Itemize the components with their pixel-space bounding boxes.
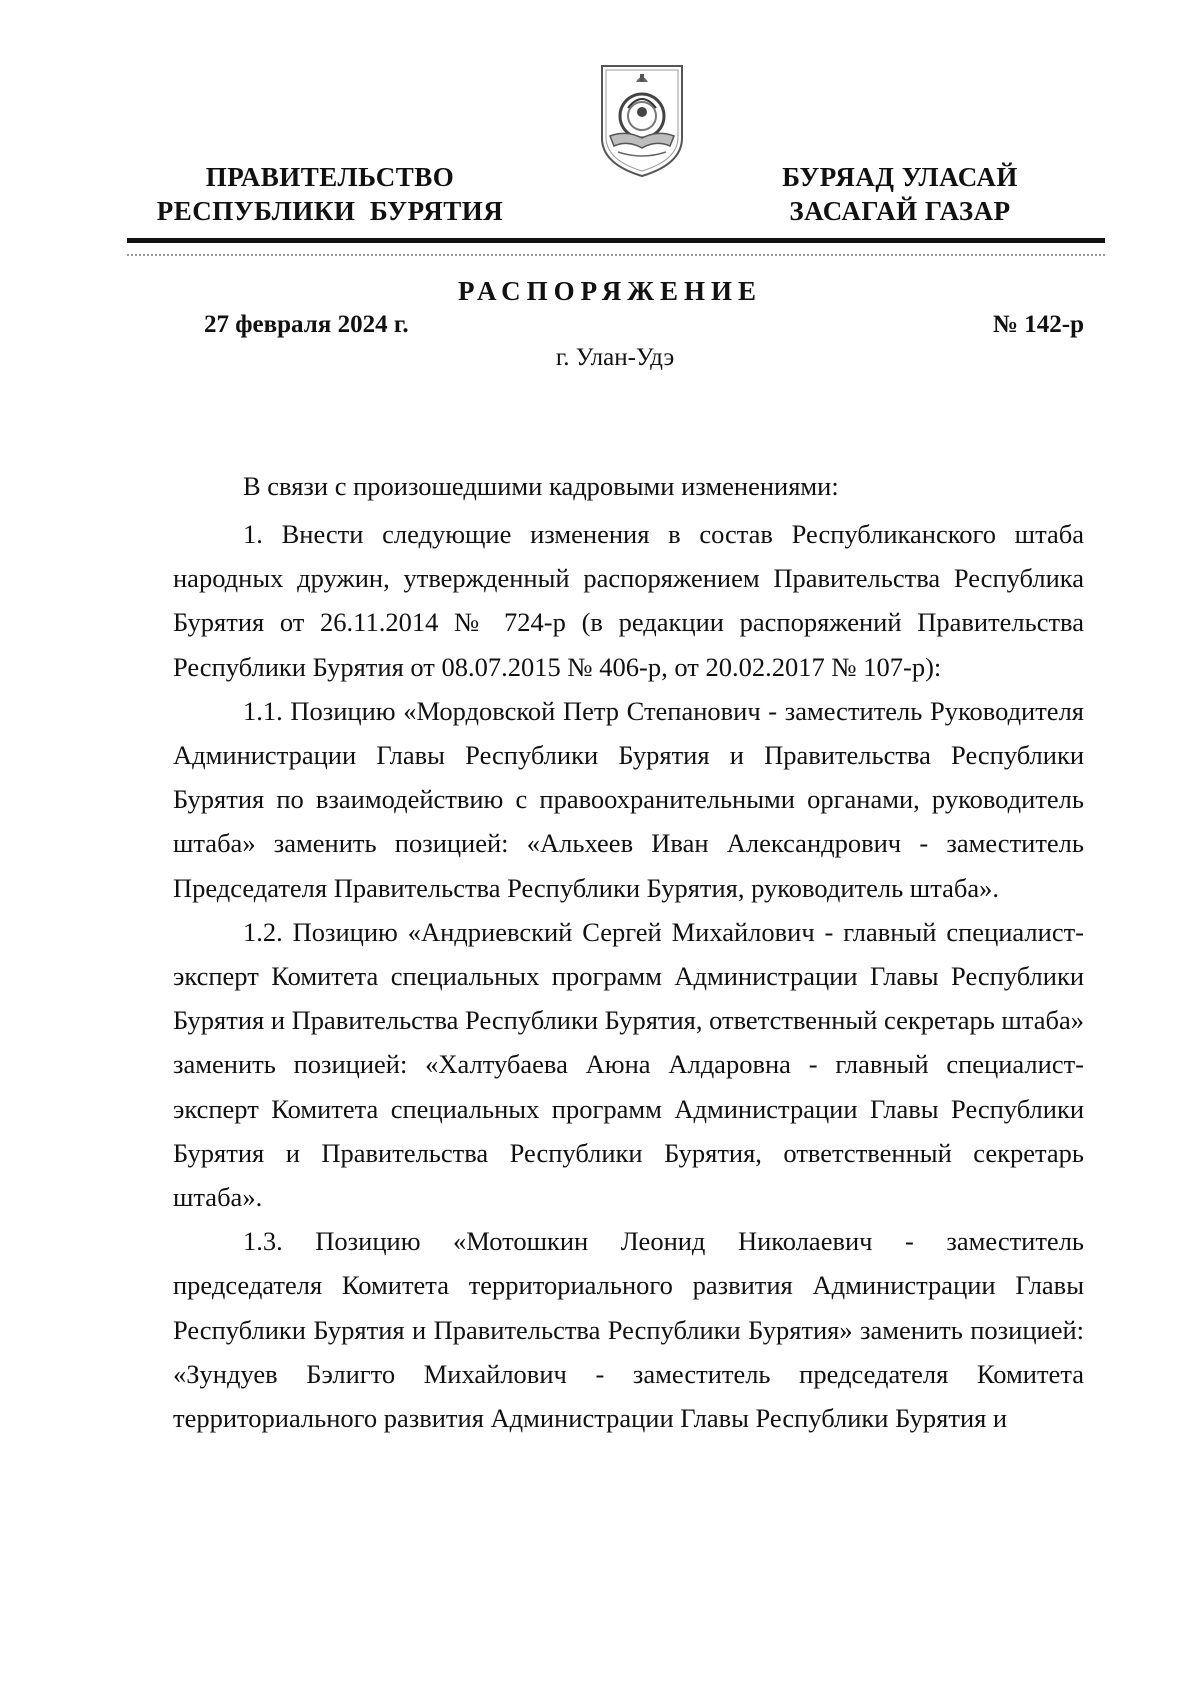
paragraph-1: 1. Внести следующие изменения в состав Республиканского штаба народных дружин, утвержденный распоряжением Правительства Республика Бурятия от 26.11.2014 № 724-р (в редакции распоряжений Правительства Республики Бурятия от 08.07.2015 № 406-р, от 20.02.2017 № 107-р): <box>173 519 1084 682</box>
header-right-block <box>740 160 1060 228</box>
document-type-title: РАСПОРЯЖЕНИЕ <box>457 276 763 306</box>
header-left-line1: ПРАВИТЕЛЬСТВО <box>205 162 455 192</box>
document-number: № 142-р <box>992 311 1084 338</box>
header-left-line2: РЕСПУБЛИКИ БУРЯТИЯ <box>156 196 504 226</box>
header-right-line2: ЗАСАГАЙ ГАЗАР <box>789 196 1011 226</box>
header-right-line1: БУРЯАД УЛАСАЙ <box>782 162 1018 192</box>
coat-of-arms-icon <box>596 60 688 180</box>
body-text <box>173 512 1084 1440</box>
paragraph-1-2: 1.2. Позицию «Андриевский Сергей Михайлович - главный специалист-эксперт Комитета специальных программ Администрации Главы Республики Бурятия и Правительства Республики Бурятия, ответственный секретарь штаба» заменить позицией: «Халтубаева Аюна Алдаровна - главный специалист-эксперт Комитета специальных программ Администрации Главы Республики Бурятия и Правительства Республики Бурятия, ответственный секретарь штаба». <box>173 916 1084 1213</box>
paragraph-1-1: 1.1. Позицию «Мордовской Петр Степанович - заместитель Руководителя Администрации Главы Республики Бурятия и Правительства Республики Бурятия по взаимодействию с правоохранительными органами, руководитель штаба» заменить позицией: «Альхеев Иван Александрович - заместитель Председателя Правительства Республики Бурятия, руководитель штаба». <box>173 695 1084 903</box>
intro-text: В связи с произошедшими кадровыми изменениями: <box>243 471 839 501</box>
document-date: 27 февраля 2024 г. <box>204 311 409 338</box>
paragraph-1-3: 1.3. Позицию «Мотошкин Леонид Николаевич - заместитель председателя Комитета территориального развития Администрации Главы Республики Бурятия и Правительства Республики Бурятия» заменить позицией: «Зундуев Бэлигто Михайлович - заместитель председателя Комитета территориального развития Администрации Главы Республики Бурятия и <box>173 1226 1084 1434</box>
header-left-block <box>120 160 540 228</box>
header-divider <box>127 238 1105 243</box>
header-divider-thin <box>127 254 1105 256</box>
document-city: г. Улан-Удэ <box>555 344 675 371</box>
